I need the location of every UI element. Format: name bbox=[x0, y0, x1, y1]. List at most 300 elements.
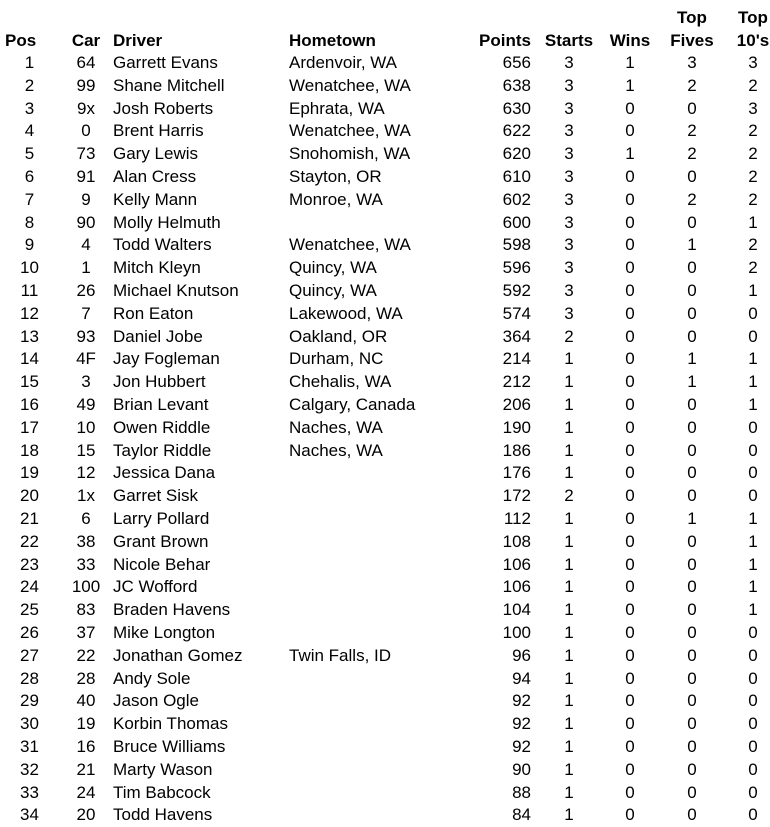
cell-starts: 1 bbox=[564, 577, 574, 597]
cell-hometown: Quincy, WA bbox=[289, 258, 377, 278]
cell-driver: Bruce Williams bbox=[113, 736, 226, 756]
cell-starts: 1 bbox=[564, 622, 574, 642]
cell-driver: Jessica Dana bbox=[113, 463, 216, 483]
cell-driver: Jay Fogleman bbox=[113, 349, 220, 369]
cell-pos: 3 bbox=[24, 98, 35, 118]
cell-wins: 0 bbox=[625, 303, 635, 323]
cell-pos: 8 bbox=[24, 212, 35, 232]
cell-hometown bbox=[289, 599, 467, 622]
cell-top-fives: 0 bbox=[687, 98, 697, 118]
cell-car: 49 bbox=[76, 394, 96, 414]
cell-pos: 22 bbox=[20, 531, 39, 551]
cell-driver: Nicole Behar bbox=[113, 554, 211, 574]
header-wins: Wins bbox=[609, 31, 651, 50]
cell-wins: 0 bbox=[625, 98, 635, 118]
cell-points: 592 bbox=[502, 280, 531, 300]
header-top-fives-line1: Top bbox=[677, 8, 707, 27]
table-row bbox=[0, 645, 770, 668]
cell-pos: 19 bbox=[20, 463, 39, 483]
cell-points: 190 bbox=[502, 417, 531, 437]
cell-pos: 18 bbox=[20, 440, 39, 460]
cell-top-fives: 2 bbox=[687, 189, 697, 209]
table-row bbox=[0, 736, 770, 759]
cell-driver: Brent Harris bbox=[113, 121, 204, 141]
cell-wins: 0 bbox=[625, 463, 635, 483]
cell-top-fives: 0 bbox=[687, 622, 697, 642]
header-pos: Pos bbox=[5, 31, 37, 50]
cell-hometown bbox=[289, 485, 467, 508]
table-row bbox=[0, 143, 770, 166]
table-row bbox=[0, 668, 770, 691]
cell-car: 64 bbox=[76, 53, 96, 72]
cell-points: 100 bbox=[502, 622, 531, 642]
cell-starts: 1 bbox=[564, 782, 574, 802]
cell-top-fives: 1 bbox=[687, 508, 697, 528]
table-row bbox=[0, 485, 770, 508]
table-row bbox=[0, 280, 770, 303]
cell-top-tens: 2 bbox=[748, 166, 758, 186]
cell-starts: 1 bbox=[564, 349, 574, 369]
cell-pos: 21 bbox=[20, 508, 39, 528]
cell-pos: 25 bbox=[20, 600, 39, 620]
cell-top-tens: 1 bbox=[748, 600, 758, 620]
cell-wins: 0 bbox=[625, 645, 635, 665]
cell-car: 100 bbox=[71, 577, 101, 597]
cell-car: 38 bbox=[76, 531, 96, 551]
cell-top-tens: 1 bbox=[748, 508, 758, 528]
cell-hometown bbox=[289, 759, 467, 782]
cell-top-tens: 2 bbox=[748, 121, 758, 141]
cell-pos: 9 bbox=[24, 235, 35, 255]
cell-car: 83 bbox=[76, 600, 96, 620]
cell-car: 73 bbox=[76, 144, 96, 164]
header-top-tens-line1: Top bbox=[738, 8, 768, 27]
cell-wins: 0 bbox=[625, 280, 635, 300]
cell-points: 106 bbox=[502, 554, 531, 574]
cell-wins: 0 bbox=[625, 486, 635, 506]
cell-car: 24 bbox=[76, 782, 96, 802]
cell-car: 91 bbox=[76, 166, 96, 186]
cell-driver: Molly Helmuth bbox=[113, 212, 221, 232]
cell-points: 596 bbox=[502, 258, 531, 278]
cell-car: 26 bbox=[76, 280, 96, 300]
cell-car: 99 bbox=[76, 75, 96, 95]
cell-starts: 3 bbox=[564, 280, 574, 300]
cell-car: 4F bbox=[76, 349, 96, 369]
cell-top-tens: 0 bbox=[748, 736, 758, 756]
table-row bbox=[0, 371, 770, 394]
cell-hometown: Monroe, WA bbox=[289, 189, 383, 209]
table-row bbox=[0, 326, 770, 349]
cell-starts: 3 bbox=[564, 53, 574, 72]
cell-points: 638 bbox=[502, 75, 531, 95]
cell-top-fives: 0 bbox=[687, 782, 697, 802]
table-row bbox=[0, 599, 770, 622]
cell-pos: 11 bbox=[20, 280, 39, 300]
cell-top-tens: 0 bbox=[748, 440, 758, 460]
cell-top-fives: 0 bbox=[687, 463, 697, 483]
cell-hometown: Twin Falls, ID bbox=[289, 645, 392, 665]
cell-top-tens: 1 bbox=[748, 394, 758, 414]
cell-starts: 1 bbox=[564, 440, 574, 460]
cell-top-fives: 1 bbox=[687, 349, 697, 369]
cell-top-fives: 2 bbox=[687, 144, 697, 164]
header-top-fives-line2: Fives bbox=[670, 31, 714, 50]
table-row bbox=[0, 348, 770, 371]
cell-points: 598 bbox=[502, 235, 531, 255]
cell-wins: 0 bbox=[625, 258, 635, 278]
cell-hometown bbox=[289, 736, 467, 759]
cell-points: 92 bbox=[512, 714, 531, 734]
cell-top-fives: 0 bbox=[687, 736, 697, 756]
cell-driver: Braden Havens bbox=[113, 600, 231, 620]
cell-hometown: Ardenvoir, WA bbox=[289, 53, 398, 72]
cell-top-tens: 0 bbox=[748, 805, 758, 825]
cell-pos: 28 bbox=[20, 668, 39, 688]
cell-points: 364 bbox=[502, 326, 531, 346]
cell-points: 96 bbox=[512, 645, 531, 665]
cell-points: 88 bbox=[512, 782, 531, 802]
cell-top-fives: 0 bbox=[687, 714, 697, 734]
cell-wins: 0 bbox=[625, 372, 635, 392]
cell-points: 206 bbox=[502, 394, 531, 414]
cell-pos: 5 bbox=[24, 144, 35, 164]
table-row bbox=[0, 257, 770, 280]
cell-hometown: Stayton, OR bbox=[289, 166, 382, 186]
cell-starts: 1 bbox=[564, 736, 574, 756]
cell-car: 16 bbox=[76, 736, 96, 756]
cell-starts: 1 bbox=[564, 645, 574, 665]
cell-starts: 1 bbox=[564, 508, 574, 528]
cell-pos: 24 bbox=[20, 577, 39, 597]
header-points: Points bbox=[479, 31, 531, 50]
cell-hometown bbox=[289, 668, 467, 691]
cell-car: 1x bbox=[77, 486, 95, 506]
cell-driver: Jason Ogle bbox=[113, 691, 199, 711]
cell-top-fives: 2 bbox=[687, 75, 697, 95]
table-row bbox=[0, 303, 770, 326]
cell-top-fives: 0 bbox=[687, 554, 697, 574]
cell-top-fives: 0 bbox=[687, 212, 697, 232]
cell-hometown: Lakewood, WA bbox=[289, 303, 403, 323]
cell-car: 33 bbox=[76, 554, 96, 574]
cell-top-fives: 0 bbox=[687, 805, 697, 825]
cell-driver: Josh Roberts bbox=[113, 98, 214, 118]
cell-driver: Mitch Kleyn bbox=[113, 258, 201, 278]
cell-starts: 3 bbox=[564, 235, 574, 255]
cell-top-fives: 1 bbox=[687, 372, 697, 392]
cell-top-fives: 0 bbox=[687, 577, 697, 597]
cell-points: 108 bbox=[502, 531, 531, 551]
cell-top-fives: 0 bbox=[687, 166, 697, 186]
table-row bbox=[0, 166, 770, 189]
standings-table bbox=[0, 4, 770, 827]
cell-wins: 0 bbox=[625, 691, 635, 711]
cell-starts: 3 bbox=[564, 144, 574, 164]
cell-driver: Owen Riddle bbox=[113, 417, 211, 437]
cell-top-fives: 0 bbox=[687, 645, 697, 665]
cell-car: 37 bbox=[76, 622, 96, 642]
cell-starts: 3 bbox=[564, 189, 574, 209]
cell-top-tens: 0 bbox=[748, 668, 758, 688]
table-row bbox=[0, 75, 770, 98]
cell-points: 622 bbox=[502, 121, 531, 141]
cell-starts: 1 bbox=[564, 668, 574, 688]
cell-pos: 16 bbox=[20, 394, 39, 414]
cell-car: 22 bbox=[76, 645, 96, 665]
cell-top-tens: 1 bbox=[748, 349, 758, 369]
cell-points: 112 bbox=[503, 508, 531, 528]
table-row bbox=[0, 462, 770, 485]
cell-wins: 0 bbox=[625, 417, 635, 437]
header-row bbox=[0, 4, 770, 52]
cell-points: 104 bbox=[502, 600, 531, 620]
cell-driver: Marty Wason bbox=[113, 759, 213, 779]
cell-wins: 0 bbox=[625, 349, 635, 369]
cell-hometown bbox=[289, 804, 467, 827]
cell-car: 9 bbox=[81, 189, 91, 209]
cell-car: 9x bbox=[77, 98, 95, 118]
cell-top-fives: 0 bbox=[687, 600, 697, 620]
header-top-tens-line2: 10's bbox=[736, 31, 770, 50]
cell-points: 610 bbox=[502, 166, 531, 186]
cell-top-tens: 0 bbox=[748, 782, 758, 802]
cell-starts: 1 bbox=[564, 463, 574, 483]
cell-hometown bbox=[289, 713, 467, 736]
cell-car: 19 bbox=[76, 714, 96, 734]
cell-top-fives: 2 bbox=[687, 121, 697, 141]
cell-top-fives: 0 bbox=[687, 394, 697, 414]
cell-car: 1 bbox=[81, 258, 91, 278]
cell-wins: 1 bbox=[625, 75, 635, 95]
cell-car: 4 bbox=[81, 235, 91, 255]
cell-top-tens: 0 bbox=[748, 463, 758, 483]
cell-starts: 3 bbox=[564, 75, 574, 95]
cell-pos: 29 bbox=[20, 691, 39, 711]
cell-driver: Tim Babcock bbox=[113, 782, 211, 802]
table-row bbox=[0, 531, 770, 554]
cell-top-tens: 3 bbox=[748, 53, 758, 72]
cell-top-tens: 1 bbox=[748, 577, 758, 597]
cell-pos: 14 bbox=[20, 349, 39, 369]
cell-pos: 26 bbox=[20, 622, 39, 642]
cell-starts: 3 bbox=[564, 98, 574, 118]
cell-driver: JC Wofford bbox=[113, 577, 198, 597]
cell-top-fives: 1 bbox=[687, 235, 697, 255]
cell-driver: Ron Eaton bbox=[113, 303, 194, 323]
cell-hometown bbox=[289, 622, 467, 645]
cell-car: 90 bbox=[76, 212, 96, 232]
cell-top-tens: 0 bbox=[748, 714, 758, 734]
cell-wins: 0 bbox=[625, 714, 635, 734]
cell-hometown bbox=[289, 212, 467, 235]
cell-wins: 0 bbox=[625, 440, 635, 460]
cell-car: 20 bbox=[76, 805, 96, 825]
cell-hometown bbox=[289, 782, 467, 805]
cell-car: 15 bbox=[76, 440, 96, 460]
cell-top-tens: 0 bbox=[748, 691, 758, 711]
cell-wins: 0 bbox=[625, 759, 635, 779]
cell-points: 602 bbox=[502, 189, 531, 209]
cell-points: 172 bbox=[502, 486, 531, 506]
cell-top-tens: 2 bbox=[748, 235, 758, 255]
cell-starts: 2 bbox=[564, 326, 574, 346]
cell-starts: 1 bbox=[564, 714, 574, 734]
cell-driver: Taylor Riddle bbox=[113, 440, 212, 460]
cell-top-fives: 0 bbox=[687, 691, 697, 711]
cell-pos: 27 bbox=[20, 645, 39, 665]
cell-wins: 0 bbox=[625, 577, 635, 597]
cell-car: 12 bbox=[76, 463, 96, 483]
cell-hometown bbox=[289, 462, 467, 485]
cell-points: 90 bbox=[512, 759, 531, 779]
cell-hometown: Wenatchee, WA bbox=[289, 75, 411, 95]
cell-starts: 1 bbox=[564, 600, 574, 620]
cell-wins: 0 bbox=[625, 531, 635, 551]
table-row bbox=[0, 622, 770, 645]
cell-hometown bbox=[289, 554, 467, 577]
cell-driver: Korbin Thomas bbox=[113, 714, 228, 734]
cell-hometown: Chehalis, WA bbox=[289, 372, 392, 392]
header-driver: Driver bbox=[113, 31, 163, 50]
cell-pos: 17 bbox=[20, 417, 39, 437]
cell-top-fives: 0 bbox=[687, 486, 697, 506]
cell-wins: 0 bbox=[625, 508, 635, 528]
cell-pos: 13 bbox=[20, 326, 39, 346]
cell-points: 106 bbox=[502, 577, 531, 597]
cell-pos: 7 bbox=[24, 189, 35, 209]
cell-car: 40 bbox=[76, 691, 96, 711]
cell-starts: 3 bbox=[564, 258, 574, 278]
cell-wins: 0 bbox=[625, 622, 635, 642]
cell-pos: 15 bbox=[20, 372, 39, 392]
cell-pos: 33 bbox=[20, 782, 39, 802]
cell-hometown bbox=[289, 576, 467, 599]
cell-driver: Garret Sisk bbox=[113, 486, 199, 506]
cell-top-tens: 2 bbox=[748, 144, 758, 164]
cell-wins: 0 bbox=[625, 736, 635, 756]
cell-points: 212 bbox=[502, 372, 531, 392]
cell-points: 656 bbox=[502, 53, 531, 72]
cell-top-fives: 0 bbox=[687, 417, 697, 437]
cell-points: 84 bbox=[512, 805, 531, 825]
cell-car: 21 bbox=[76, 759, 96, 779]
cell-top-tens: 1 bbox=[748, 212, 758, 232]
header-hometown: Hometown bbox=[289, 31, 376, 50]
cell-wins: 0 bbox=[625, 326, 635, 346]
cell-pos: 30 bbox=[20, 714, 39, 734]
cell-starts: 1 bbox=[564, 372, 574, 392]
cell-top-fives: 3 bbox=[687, 53, 697, 72]
table-row bbox=[0, 713, 770, 736]
cell-wins: 0 bbox=[625, 668, 635, 688]
table-row bbox=[0, 189, 770, 212]
cell-wins: 0 bbox=[625, 805, 635, 825]
cell-driver: Todd Havens bbox=[113, 805, 213, 825]
cell-driver: Brian Levant bbox=[113, 394, 209, 414]
table-row bbox=[0, 52, 770, 75]
cell-car: 10 bbox=[76, 417, 96, 437]
cell-wins: 0 bbox=[625, 166, 635, 186]
cell-starts: 1 bbox=[564, 759, 574, 779]
cell-points: 92 bbox=[512, 736, 531, 756]
cell-points: 176 bbox=[502, 463, 531, 483]
cell-wins: 0 bbox=[625, 212, 635, 232]
cell-hometown: Naches, WA bbox=[289, 417, 383, 437]
cell-points: 620 bbox=[502, 144, 531, 164]
cell-driver: Shane Mitchell bbox=[113, 75, 225, 95]
table-row bbox=[0, 440, 770, 463]
cell-driver: Daniel Jobe bbox=[113, 326, 203, 346]
cell-points: 186 bbox=[502, 440, 531, 460]
cell-pos: 12 bbox=[20, 303, 39, 323]
cell-top-fives: 0 bbox=[687, 531, 697, 551]
cell-hometown: Calgary, Canada bbox=[289, 394, 416, 414]
cell-top-tens: 0 bbox=[748, 759, 758, 779]
cell-top-tens: 1 bbox=[748, 372, 758, 392]
cell-car: 0 bbox=[81, 121, 91, 141]
cell-starts: 1 bbox=[564, 805, 574, 825]
header-top-fives bbox=[659, 4, 725, 52]
cell-starts: 3 bbox=[564, 166, 574, 186]
table-row bbox=[0, 417, 770, 440]
cell-hometown bbox=[289, 531, 467, 554]
cell-starts: 1 bbox=[564, 417, 574, 437]
cell-driver: Garrett Evans bbox=[113, 53, 218, 72]
cell-top-fives: 0 bbox=[687, 440, 697, 460]
cell-pos: 32 bbox=[20, 759, 39, 779]
table-row bbox=[0, 759, 770, 782]
cell-pos: 1 bbox=[24, 53, 35, 72]
cell-starts: 3 bbox=[564, 212, 574, 232]
cell-driver: Jon Hubbert bbox=[113, 372, 206, 392]
cell-hometown bbox=[289, 690, 467, 713]
cell-wins: 0 bbox=[625, 394, 635, 414]
cell-pos: 31 bbox=[20, 736, 39, 756]
cell-points: 630 bbox=[502, 98, 531, 118]
cell-top-fives: 0 bbox=[687, 668, 697, 688]
cell-pos: 34 bbox=[20, 805, 39, 825]
cell-top-tens: 2 bbox=[748, 75, 758, 95]
cell-top-tens: 0 bbox=[748, 645, 758, 665]
cell-hometown: Oakland, OR bbox=[289, 326, 388, 346]
cell-wins: 0 bbox=[625, 554, 635, 574]
table-row bbox=[0, 212, 770, 235]
cell-top-tens: 3 bbox=[748, 98, 758, 118]
table-row bbox=[0, 508, 770, 531]
cell-driver: Alan Cress bbox=[113, 166, 197, 186]
cell-car: 28 bbox=[76, 668, 96, 688]
cell-top-tens: 0 bbox=[748, 326, 758, 346]
cell-driver: Larry Pollard bbox=[113, 508, 210, 528]
cell-starts: 1 bbox=[564, 691, 574, 711]
table-row bbox=[0, 690, 770, 713]
header-car: Car bbox=[71, 31, 101, 50]
cell-top-tens: 1 bbox=[748, 280, 758, 300]
cell-top-tens: 1 bbox=[748, 531, 758, 551]
cell-pos: 6 bbox=[24, 166, 35, 186]
cell-top-fives: 0 bbox=[687, 258, 697, 278]
cell-hometown: Wenatchee, WA bbox=[289, 235, 411, 255]
cell-wins: 0 bbox=[625, 235, 635, 255]
cell-hometown: Snohomish, WA bbox=[289, 144, 411, 164]
table-row bbox=[0, 234, 770, 257]
cell-driver: Kelly Mann bbox=[113, 189, 198, 209]
cell-hometown: Durham, NC bbox=[289, 349, 384, 369]
cell-top-tens: 2 bbox=[748, 189, 758, 209]
cell-wins: 0 bbox=[625, 782, 635, 802]
cell-starts: 3 bbox=[564, 303, 574, 323]
